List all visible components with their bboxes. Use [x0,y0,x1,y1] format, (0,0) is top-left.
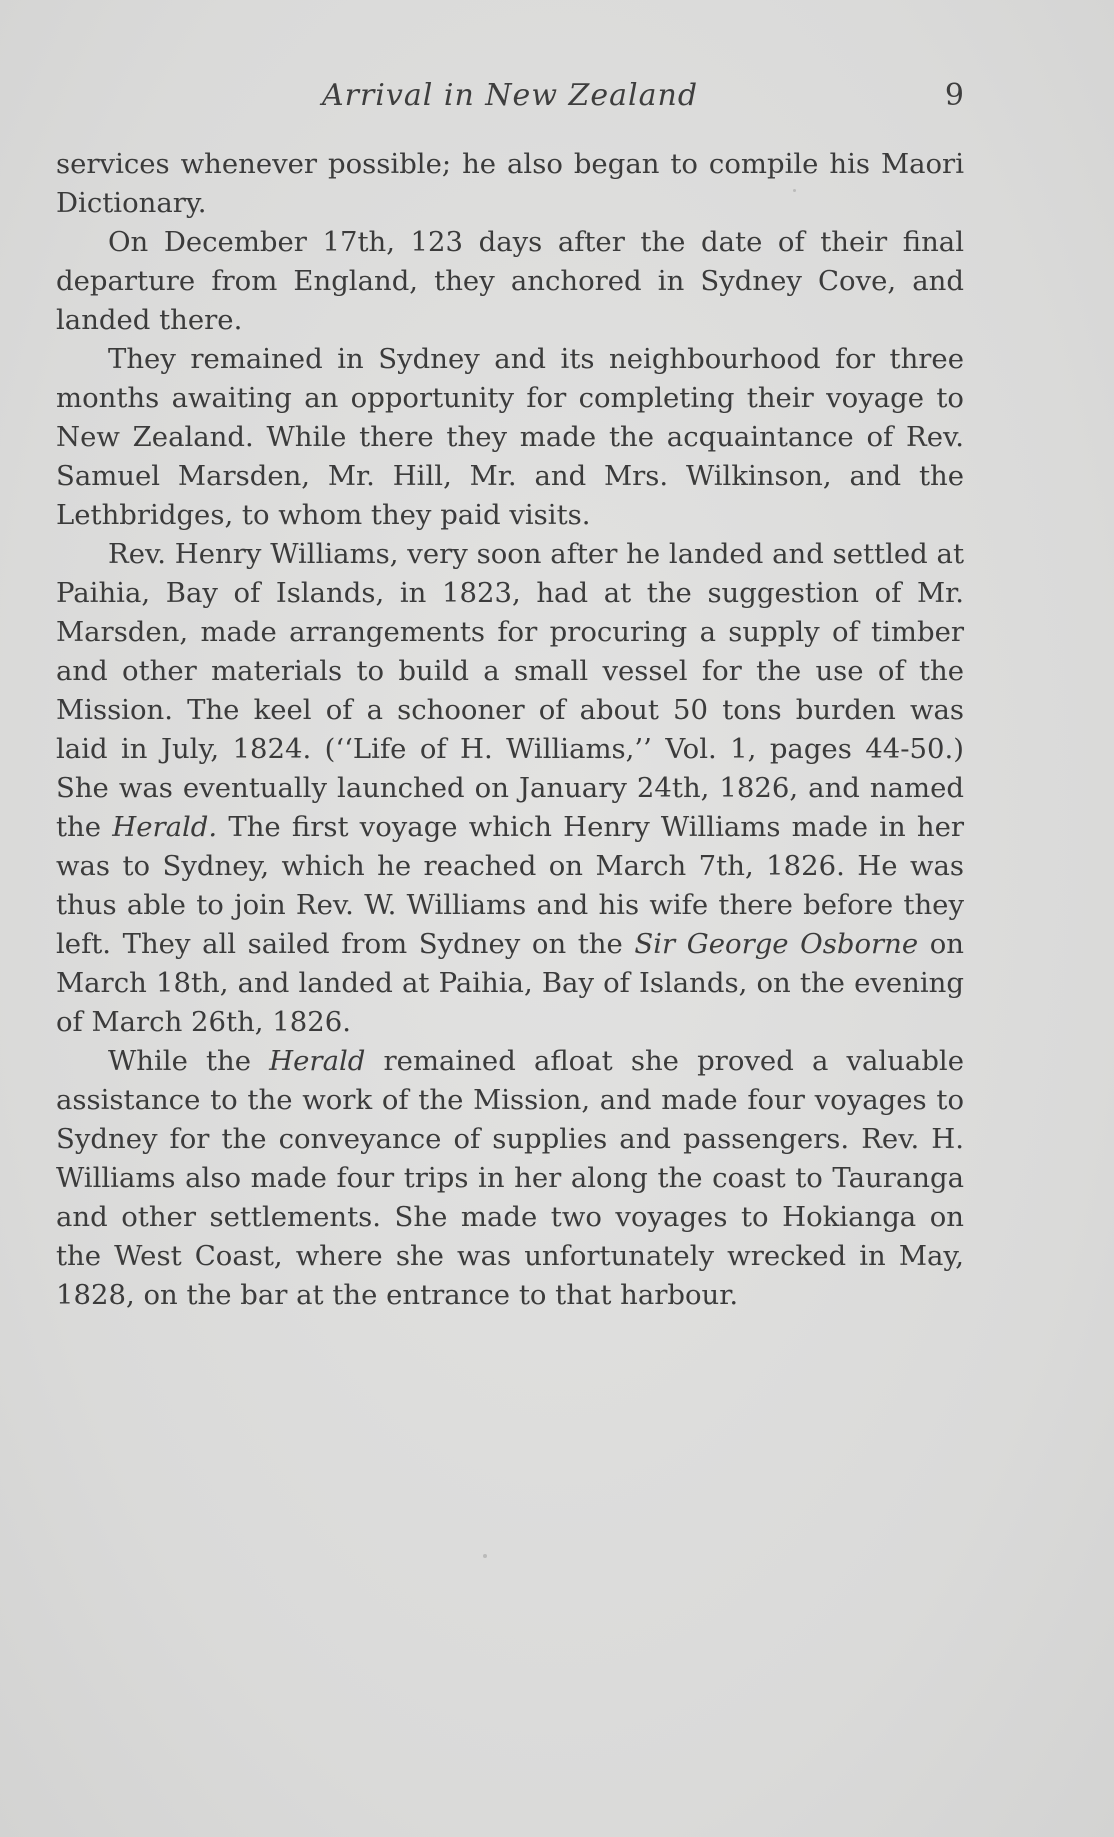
paper-speck [483,1554,487,1558]
paragraph [56,145,964,223]
paragraph-text: remained afloat she proved a valuable assistance to the work of the Mission, and made four voyages to Sydney for the conveyance of supplies and passengers. Rev. H. Williams also made four trips in her along the coast to Tauranga and other settlements. She made two voyages to Hokianga on the West Coast, where she was unfortunately wrecked in May, 1828, on the bar at the entrance to that harbour. [56,1045,964,1311]
paragraph-text: The first voyage which Henry Williams made in her was to Sydney, which he reached on March 7th, 1826. He was thus able to join Rev. W. Williams and his wife there before they left. They all sailed from Sydney on the [56,811,964,960]
paragraph [56,340,964,535]
paragraph [56,1042,964,1315]
italic-title: Herald. [112,811,218,843]
running-title: Arrival in New Zealand [321,78,699,113]
paragraph-text: They remained in Sydney and its neighbourhood for three months awaiting an opportunity for completing their voyage to New Zealand. While there they made the acquaintance of Rev. Samuel Marsden, Mr. Hill, Mr. and Mrs. Wilkinson, and the Lethbridges, to whom they paid visits. [56,343,964,531]
italic-title: Herald [269,1045,366,1077]
paragraph-text: While the [108,1045,270,1077]
paragraph-text: Rev. Henry Williams, very soon after he landed and settled at Paihia, Bay of Islands, in 1823, had at the suggestion of Mr. Marsden, made arrangements for procuring a supply of timber and other materials to build a small vessel for the use of the Mission. The keel of a schooner of about 50 tons burden was laid in July, 1824. (‘‘Life of H. Williams,’’ Vol. 1, pages 44-50.) She was eventually launched on January 24th, 1826, and named the [56,538,964,843]
body-text [56,145,964,1315]
paper-speck [793,189,796,192]
paragraph-text: On December 17th, 123 days after the date of their final departure from England, they anchored in Sydney Cove, and landed there. [56,226,964,336]
paragraph-text: services whenever possible; he also began to compile his Maori Dictionary. [56,148,964,219]
page-header [56,78,964,122]
italic-title: Sir George Osborne [634,928,919,960]
paragraph [56,223,964,340]
page-number: 9 [944,78,964,113]
paragraph-text: on March 18th, and landed at Paihia, Bay of Islands, on the evening of March 26th, 1826. [56,928,965,1038]
paragraph [56,535,964,1042]
